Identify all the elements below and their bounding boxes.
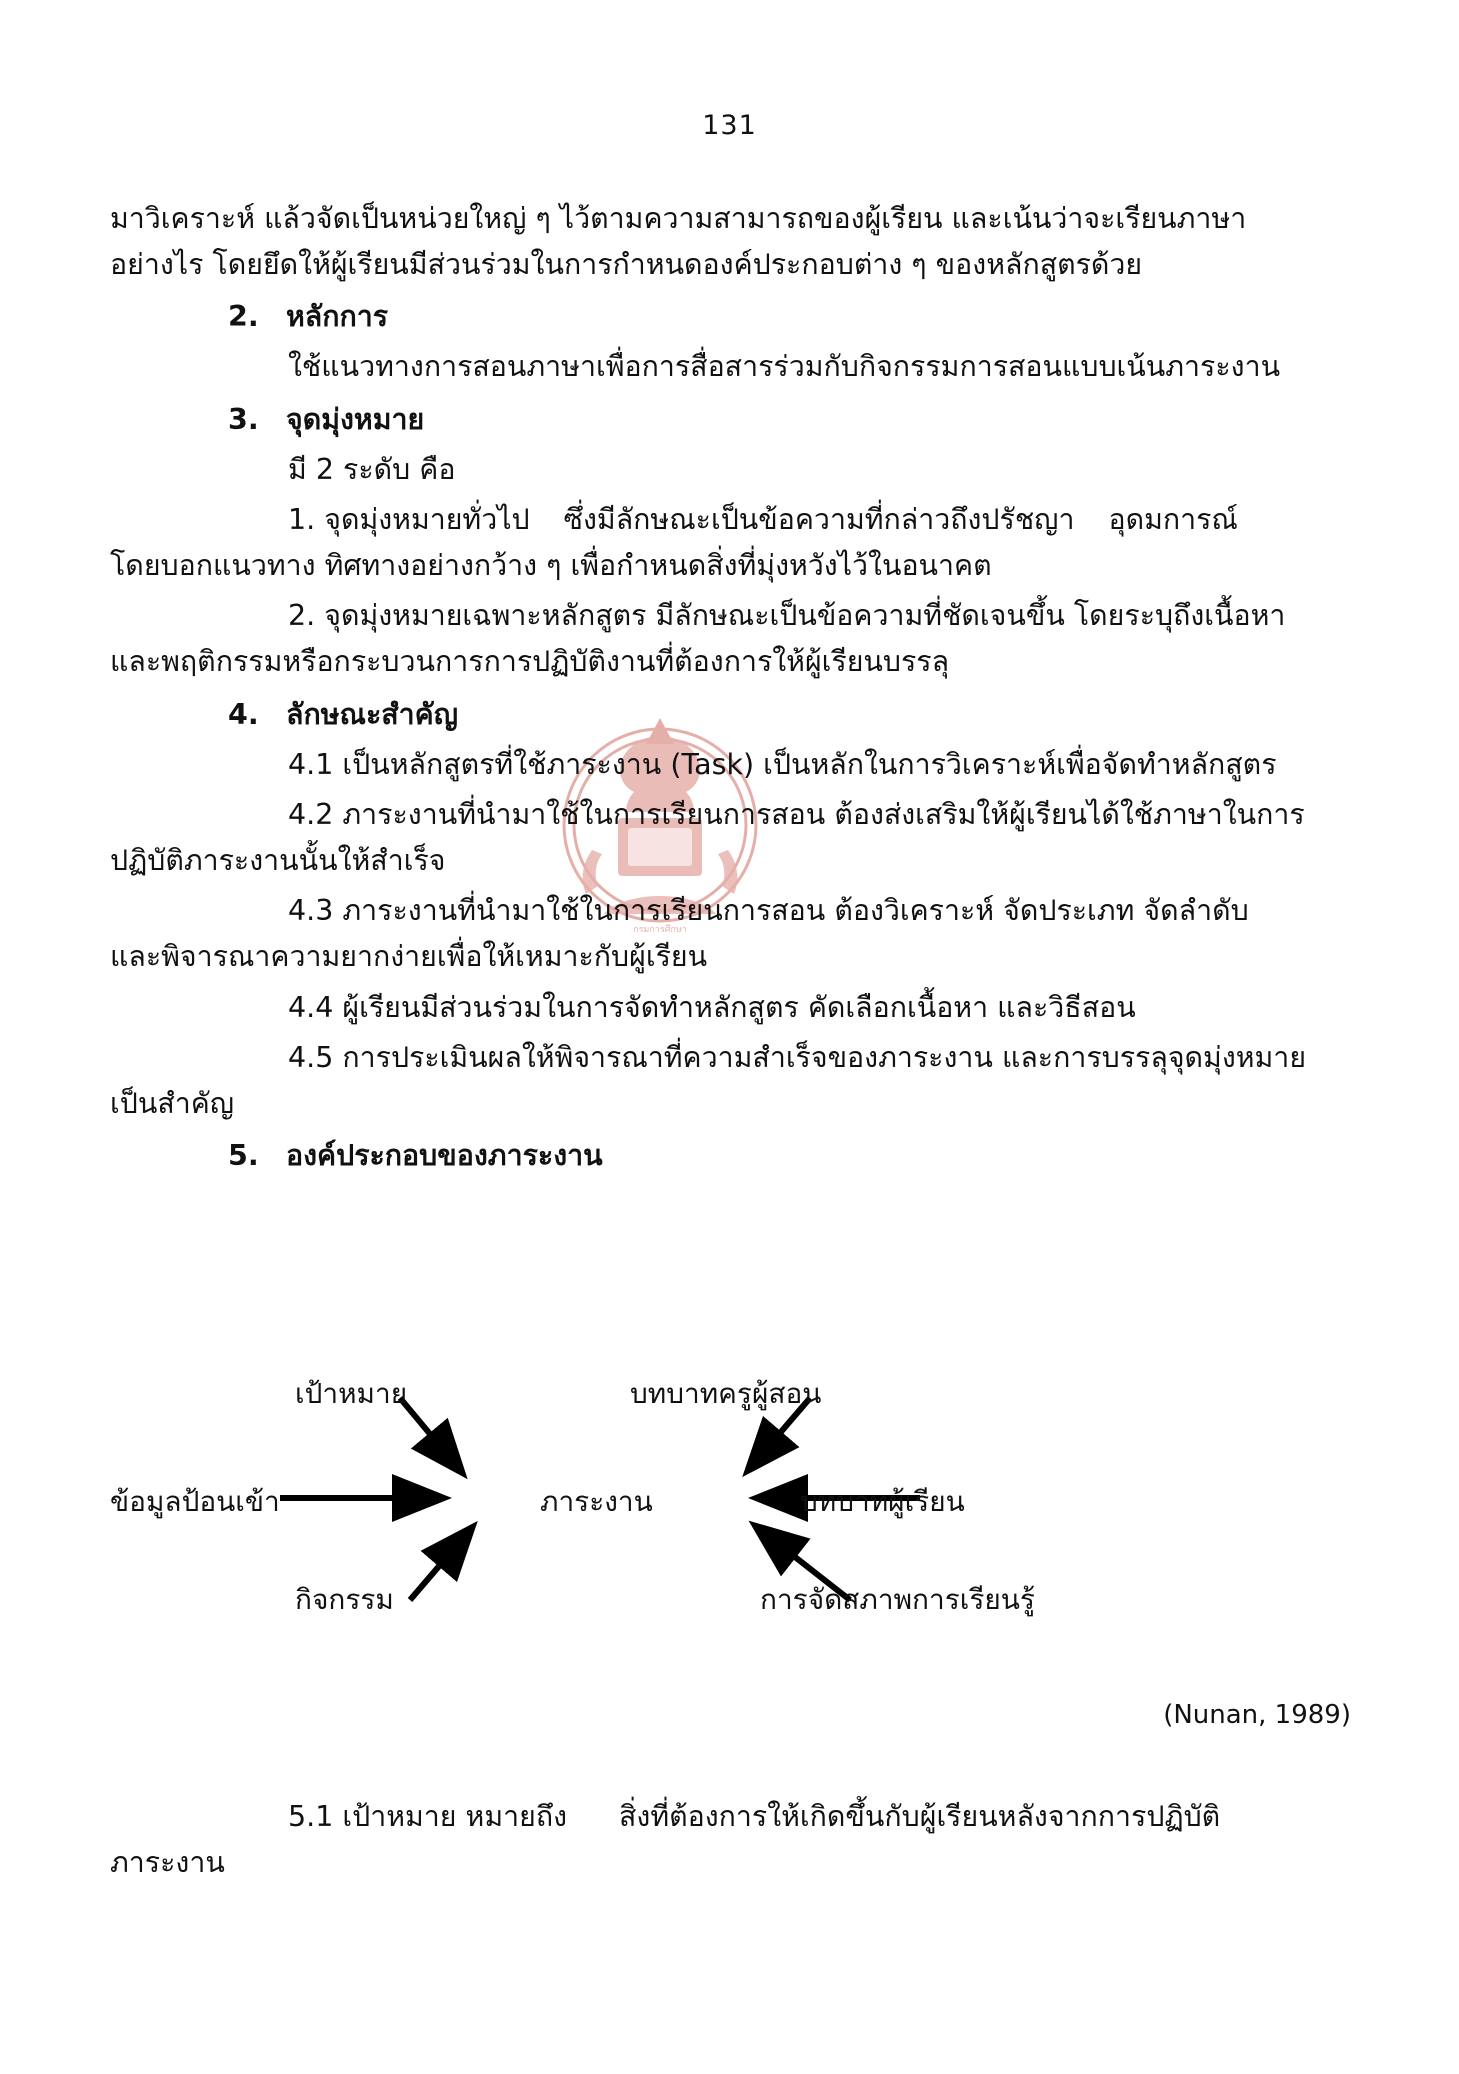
list-item-5-number: 5. [228,1138,259,1172]
list-item-5-1 [110,1794,1350,1886]
list-item-3-sub-1-firstline [110,497,1350,543]
list-item-2-body [110,344,1350,390]
paragraph-intro [110,196,1350,242]
list-item-4-3 [110,888,1350,980]
list-item-4-5-text: 4.5 การประเมินผลให้พิจารณาที่ความสำเร็จของภาระงาน และการบรรลุจุดมุ่งหมาย [288,1040,1307,1074]
intro-line-1: มาวิเคราะห์ แล้วจัดเป็นหน่วยใหญ่ ๆ ไว้ตามความสามารถของผู้เรียน และเน้นว่าจะเรียนภาษา [110,202,1247,235]
list-item-4-2-text: 4.2 ภาระงานที่นำมาใช้ในการเรียนการสอน ต้องส่งเสริมให้ผู้เรียนได้ใช้ภาษาในการ [288,797,1305,831]
list-item-4-4-text: 4.4 ผู้เรียนมีส่วนร่วมในการจัดทำหลักสูตร คัดเลือกเนื้อหา และวิธีสอน [288,990,1136,1024]
item-5-1-continuation: ภาระงาน [110,1846,225,1880]
diagram-source-citation: (Nunan, 1989) [1163,1700,1351,1730]
page-number: 131 [702,110,757,141]
list-item-4-5 [110,1035,1350,1127]
list-item-4 [110,692,1350,738]
svg-text:กรมการศึกษา: กรมการศึกษา [633,925,687,935]
list-item-4-1-text: 4.1 เป็นหลักสูตรที่ใช้ภาระงาน (Task) เป็นหลักในการวิเคราะห์เพื่อจัดทำหลักสูตร [288,747,1277,781]
list-item-2 [110,294,1350,340]
diagram-bottom-left-label: กิจกรรม [295,1583,394,1616]
list-item-4-2-continuation: ปฏิบัติภาระงานนั้นให้สำเร็จ [110,844,446,878]
diagram-bottom-right-label: การจัดสภาพการเรียนรู้ [760,1583,1035,1616]
list-item-3 [110,397,1350,443]
list-item-4-2 [110,792,1350,884]
list-item-3-body [110,447,1350,493]
sub-2-continuation: และพฤติกรรมหรือกระบวนการการปฏิบัติงานที่ต้องการให้ผู้เรียนบรรลุ [110,645,950,679]
list-item-5-1-firstline [110,1794,1350,1840]
list-item-3-sub-1 [110,497,1350,589]
task-components-diagram [110,1350,1350,1650]
sub-1-continuation: โดยบอกแนวทาง ทิศทางอย่างกว้าง ๆ เพื่อกำหนดสิ่งที่มุ่งหวังไว้ในอนาคต [110,549,992,583]
diagram-right-label: บทบาทผู้เรียน [800,1485,965,1518]
diagram-top-right-label: บทบาทครูผู้สอน [630,1377,822,1410]
list-item-4-1 [110,742,1350,788]
sub-1-part-a: 1. จุดมุ่งหมายทั่วไป [288,502,530,536]
list-item-2-text: ใช้แนวทางการสอนภาษาเพื่อการสื่อสารร่วมกับกิจกรรมการสอนแบบเน้นภาระงาน [288,350,1281,384]
list-item-2-heading: หลักการ [286,300,389,334]
paragraph-intro-cont [110,242,1350,288]
document-body [110,196,1350,1179]
list-item-2-number: 2. [228,300,259,334]
list-item-4-5-continuation: เป็นสำคัญ [110,1086,235,1120]
item-5-1-part-b: สิ่งที่ต้องการให้เกิดขึ้นกับผู้เรียนหลังจากการปฏิบัติ [619,1800,1221,1833]
list-item-4-3-continuation: และพิจารณาความยากง่ายเพื่อให้เหมาะกับผู้เรียน [110,940,708,974]
sub-1-part-c: อุดมการณ์ [1108,502,1238,536]
document-body-tail [110,1790,1350,1886]
list-item-4-3-text: 4.3 ภาระงานที่นำมาใช้ในการเรียนการสอน ต้องวิเคราะห์ จัดประเภท จัดลำดับ [288,894,1249,928]
diagram-left-label: ข้อมูลป้อนเข้า [110,1485,280,1518]
list-item-3-heading: จุดมุ่งหมาย [286,402,425,436]
diagram-center-label: ภาระงาน [540,1485,653,1518]
list-item-5-heading: องค์ประกอบของภาระงาน [286,1138,603,1172]
list-item-5 [110,1133,1350,1179]
sub-1-part-b: ซึ่งมีลักษณะเป็นข้อความที่กล่าวถึงปรัชญา [563,502,1075,536]
diagram-top-left-label: เป้าหมาย [295,1377,408,1410]
list-item-4-number: 4. [228,697,259,731]
intro-line-2: อย่างไร โดยยึดให้ผู้เรียนมีส่วนร่วมในการกำหนดองค์ประกอบต่าง ๆ ของหลักสูตรด้วย [110,248,1143,282]
list-item-3-text: มี 2 ระดับ คือ [288,452,456,486]
list-item-4-4 [110,985,1350,1031]
list-item-3-sub-2 [110,593,1350,685]
list-item-3-sub-2-firstline: 2. จุดมุ่งหมายเฉพาะหลักสูตร มีลักษณะเป็นข้อความที่ชัดเจนขึ้น โดยระบุถึงเนื้อหา [288,599,1286,633]
list-item-3-number: 3. [228,402,259,436]
item-5-1-part-a: 5.1 เป้าหมาย หมายถึง [288,1800,568,1833]
list-item-4-heading: ลักษณะสำคัญ [286,697,459,731]
